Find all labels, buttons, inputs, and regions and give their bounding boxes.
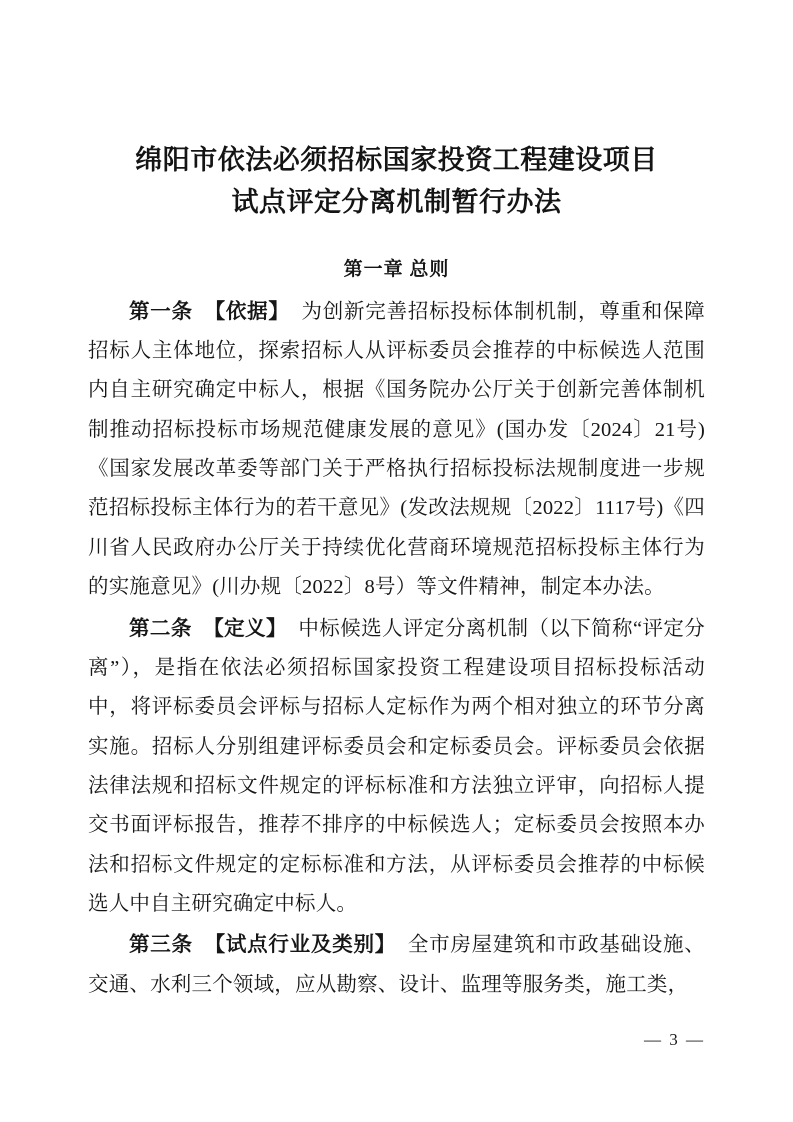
article-paragraph-3 [88, 926, 705, 1005]
article-2-body: 中标候选人评定分离机制（以下简称“评定分离”），是指在依法必须招标国家投资工程建设项目招标投标活动中，将评标委员会评标与招标人定标作为两个相对独立的环节分离实施。招标人分别组建评标委员会和定标委员会。评标委员会依据法律法规和招标文件规定的评标标准和方法独立评审，向招标人提交书面评标报告，推荐不排序的中标候选人；定标委员会按照本办法和招标文件规定的定标标准和方法，从评标委员会推荐的中标候选人中自主研究确定中标人。 [88, 617, 705, 916]
article-2-term: 【定义】 [203, 617, 287, 640]
article-1-body: 为创新完善招标投标体制机制，尊重和保障招标人主体地位，探索招标人从评标委员会推荐的中标候选人范围内自主研究确定中标人，根据《国务院办公厅关于创新完善体制机制推动招标投标市场规范健康发展的意见》(国办发〔2024〕21号)《国家发展改革委等部门关于严格执行招标投标法规制度进一步规范招标投标主体行为的若干意见》(发改法规规〔2022〕1117号)《四川省人民政府办公厅关于持续优化营商环境规范招标投标主体行为的实施意见》(川办规〔2022〕8号）等文件精神，制定本办法。 [88, 300, 705, 599]
page-title [88, 140, 705, 224]
article-3-body: 全市房屋建筑和市政基础设施、交通、水利三个领域，应从勘察、设计、监理等服务类，施工类， [88, 934, 705, 996]
page-number: — 3 — [644, 1030, 705, 1049]
article-1-term: 【依据】 [204, 300, 290, 323]
title-line-1: 绵阳市依法必须招标国家投资工程建设项目 [135, 145, 658, 175]
article-2-number: 第二条 [129, 617, 192, 640]
article-1-number: 第一条 [129, 300, 193, 323]
title-line-2: 试点评定分离机制暂行办法 [231, 186, 562, 217]
chapter-heading: 第一章 总则 [343, 258, 450, 280]
article-3-number: 第三条 [129, 934, 193, 957]
article-3-term: 【试点行业及类别】 [204, 934, 397, 957]
article-paragraph-1 [88, 293, 705, 608]
article-paragraph-2 [88, 610, 705, 925]
